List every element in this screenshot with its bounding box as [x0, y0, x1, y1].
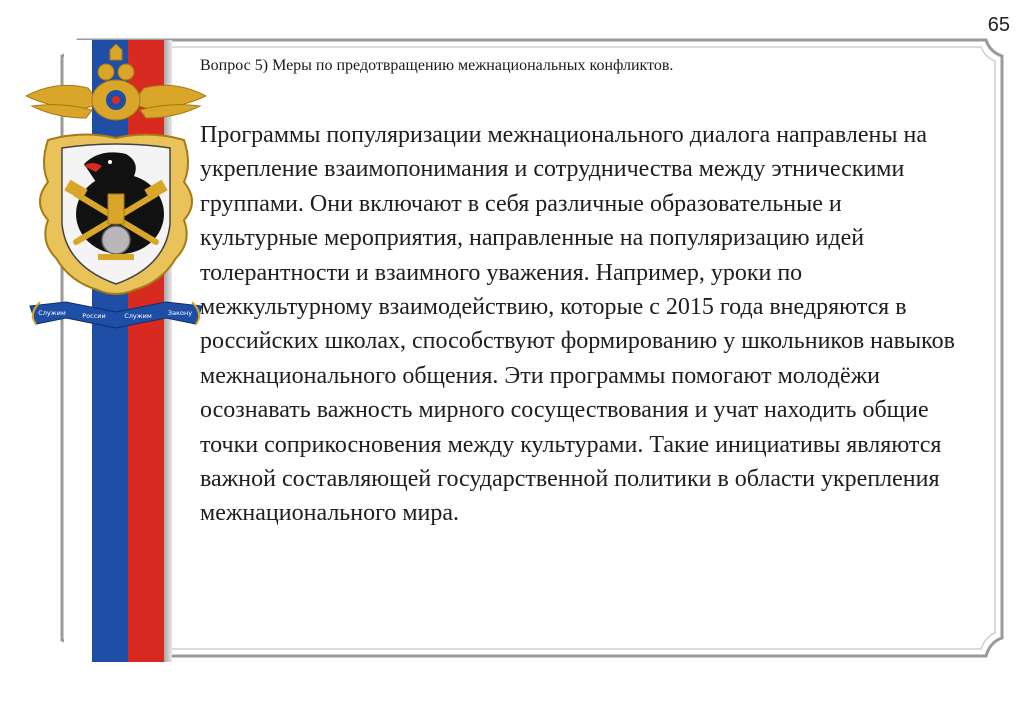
question-heading: Вопрос 5) Меры по предотвращению межнациональных конфликтов.	[200, 57, 674, 74]
coat-of-arms-emblem	[26, 44, 206, 334]
ribbon-word: Закону	[167, 309, 193, 317]
slide-number: 65	[987, 14, 1010, 36]
ribbon-word: Служим	[124, 312, 152, 320]
body-paragraph: Программы популяризации межнационального диалога направлены на укрепление взаимопонимания и сотрудничества между этническими группами. Они включают в себя различные образовательные и культурные мероприятия, направленные на популяризацию идей толерантности и взаимного уважения. Например, уроки по межкультурному взаимодействию, которые с 2015 года внедряются в российских школах, способствуют формированию у школьников навыков межнационального общения. Эти программы помогают молодёжи осознавать важность мирного сосуществования и учат находить общие точки соприкосновения между культурами. Такие инициативы являются важной составляющей государственной политики в области укрепления межнационального мира.	[200, 122, 955, 527]
ribbon-word: Служим	[38, 309, 66, 317]
ribbon-word: России	[82, 312, 106, 320]
